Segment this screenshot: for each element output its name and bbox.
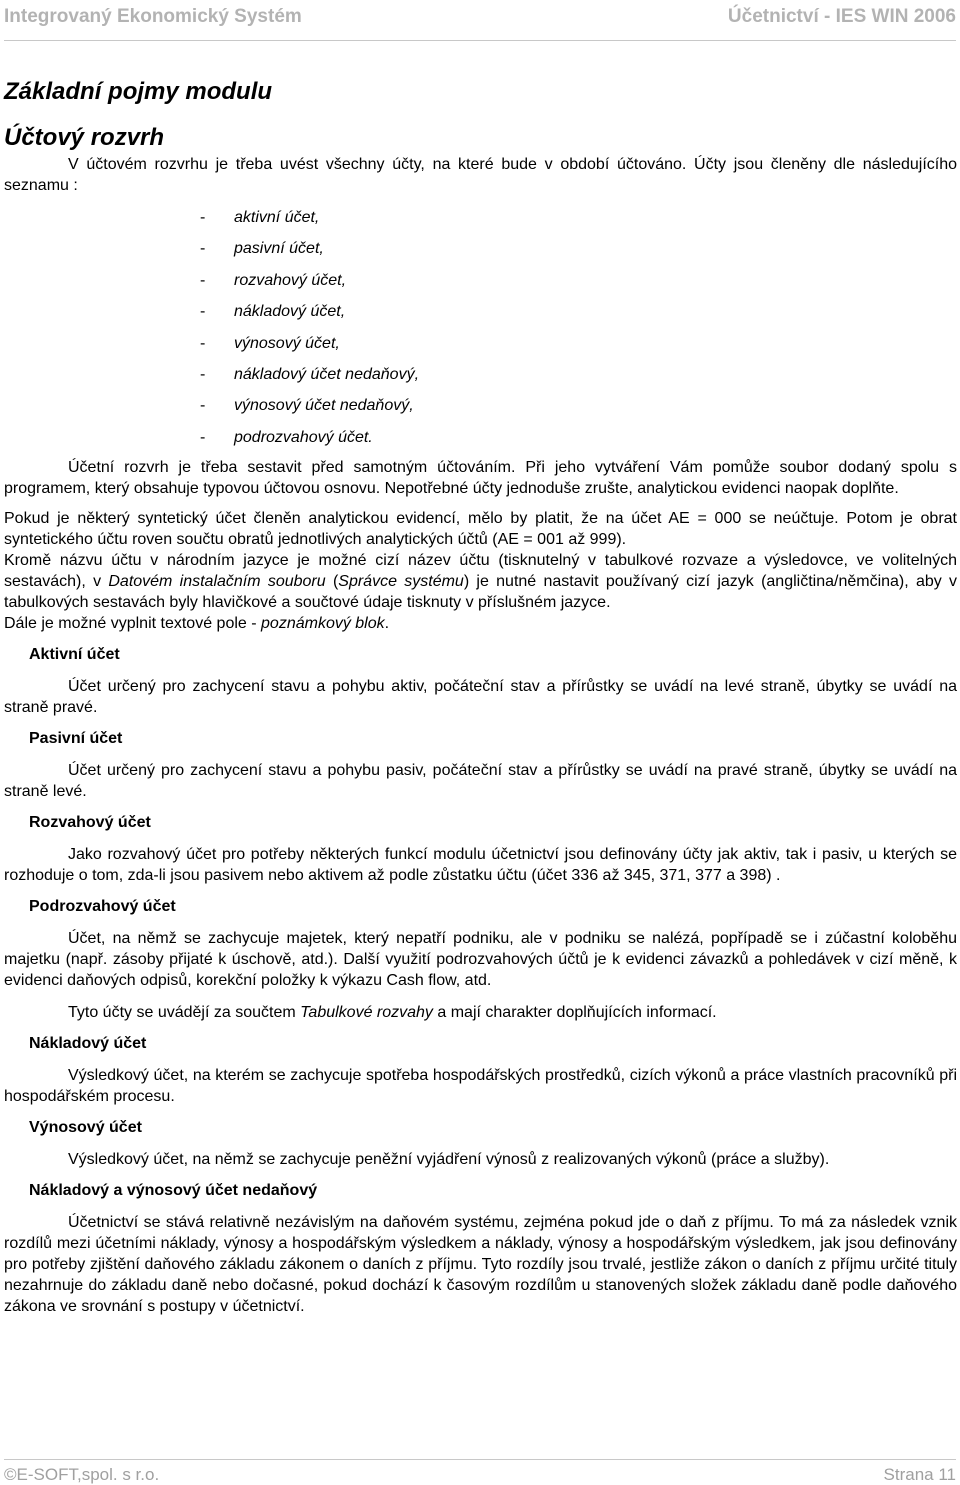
heading-aktivni: Aktivní účet: [29, 646, 120, 664]
footer-divider: [4, 1459, 956, 1460]
datovy-soubor-link-text: Datovém instalačním souboru: [108, 573, 326, 591]
podrozvahovy-paragraph: Účet, na němž se zachycuje majetek, který nepatří podniku, ale v podniku se nalézá, popřípadě se i zúčastní koloběhu majetku (např. zásoby přijaté k úschově, atd.). Další využití podrozvahových účtů je k evidenci závazků a pohledávek v cizí měně, k evidenci daňových odpisů, korekční položky k výkazu Cash flow, atd.: [4, 930, 957, 990]
notes-paragraph: Dále je možné vyplnit textové pole - poznámkový blok.: [4, 615, 390, 633]
pasivni-paragraph: Účet určený pro zachycení stavu a pohybu pasiv, počáteční stav a přírůstky se uvádí na pravé straně, úbytky se uvádí na straně levé.: [4, 762, 957, 801]
rozvahovy-paragraph: Jako rozvahový účet pro potřeby některých funkcí modulu účetnictví jsou definovány účty jak aktiv, tak i pasiv, u kterých se rozhoduje o tom, zda-li jsou pasivem nebo aktivem až podle zůstatku účtu (účet 336 až 345, 371, 377 a 398) .: [4, 846, 957, 885]
nakladovy-paragraph: Výsledkový účet, na kterém se zachycuje spotřeba hospodářských prostředků, cizích výkonů a práce vlastních pracovníků při hospodářském procesu.: [4, 1067, 957, 1106]
heading-pasivni: Pasivní účet: [29, 730, 123, 748]
header-right-title: Účetnictví - IES WIN 2006: [727, 5, 956, 27]
page-header: [4, 0, 956, 32]
list-item: - aktivní účet,: [200, 209, 320, 226]
page-footer: [4, 1463, 956, 1485]
heading-vynosovy: Výnosový účet: [29, 1119, 142, 1137]
account-type-list: [4, 202, 957, 453]
heading-nedanovy: Nákladový a výnosový účet nedaňový: [29, 1182, 318, 1200]
list-item: - rozvahový účet,: [200, 271, 347, 289]
spravce-systemu-text: Správce systému: [338, 573, 464, 591]
list-item: - podrozvahový účet.: [200, 428, 373, 446]
vynosovy-paragraph: Výsledkový účet, na němž se zachycuje peněžní vyjádření výnosů z realizovaných výkonů (práce a služby).: [68, 1151, 830, 1169]
heading-rozvahovy: Rozvahový účet: [29, 814, 151, 832]
header-left-title: Integrovaný Ekonomický Systém: [4, 5, 302, 27]
document-body: [4, 76, 957, 1317]
foreign-name-paragraph: Kromě názvu účtu v národním jazyce je možné cizí název účtu (tisknutelný v tabulkové rozvaze a výsledovce, ve volitelných sestavách), v Datovém instalačním souboru (Správce systému) je nutné nastavit používaný cizí jazyk (angličtina/němčina), aby v tabulkových sestavách byly hlavičkové a součtové údaje tisknuty v příslušném jazyce.: [4, 552, 958, 612]
syntetic-paragraph: Pokud je některý syntetický účet členěn analytickou evidencí, mělo by platit, že na účet AE = 000 se neúčtuje. Potom je obrat syntetického účtu roven součtu obratů jednotlivých analytických účtů (AE = 001 až 999).: [4, 510, 957, 549]
copyright-icon: ©: [4, 1464, 17, 1484]
list-item: - výnosový účet nedaňový,: [200, 397, 414, 415]
section-title: Účtový rozvrh: [4, 124, 165, 151]
nedanovy-paragraph: Účetnictví se stává relativně nezávislým na daňovém systému, zejména pokud jde o daň z příjmu. To má za následek vznik rozdílů mezi účetními náklady, výnosy a hospodářským výsledkem a náklady, výnosy a hospodářským výsledkem, jak jsou definovány pro potřeby zjištění daňového základu zákonem o daních z příjmu. Tyto rozdíly jsou trvalé, jestliže zákon o daních z příjmu určité tituly nezahrnuje do základu daně nebo dočasné, pokud dochází k časovým rozdílům u stanovených složek základu daně podle daňového zákona ve srovnání s postupy v účetnictví.: [4, 1214, 957, 1316]
heading-nakladovy: Nákladový účet: [29, 1035, 147, 1053]
list-item: - výnosový účet,: [200, 334, 340, 352]
rozvrh-paragraph: Účetní rozvrh je třeba sestavit před samotným účtováním. Při jeho vytváření Vám pomůže soubor dodaný spolu s programem, který obsahuje typovou účtovou osnovu. Nepotřebné účty jednoduše zrušte, analytickou evidenci naopak doplňte.: [4, 459, 957, 498]
list-item: - nákladový účet,: [200, 303, 346, 321]
list-item: - pasivní účet,: [200, 240, 324, 258]
footer-page-number: Strana 11: [883, 1464, 956, 1484]
aktivni-paragraph: Účet určený pro zachycení stavu a pohybu aktiv, počáteční stav a přírůstky se uvádí na levé straně, úbytky se uvádí na straně pravé.: [4, 678, 957, 717]
module-title: Základní pojmy modulu: [4, 78, 273, 105]
intro-paragraph: V účtovém rozvrhu je třeba uvést všechny účty, na které bude v období účtováno. Účty jsou členěny dle následujícího seznamu :: [4, 156, 957, 194]
podrozvahovy-note: Tyto účty se uvádějí za součtem Tabulkové rozvahy a mají charakter doplňujících informací.: [68, 1004, 717, 1022]
footer-company: ©E-SOFT,spol. s r.o.: [4, 1464, 160, 1484]
list-item: - nákladový účet nedaňový,: [200, 365, 420, 383]
heading-podrozvahovy: Podrozvahový účet: [29, 898, 176, 916]
header-divider: [4, 40, 956, 41]
